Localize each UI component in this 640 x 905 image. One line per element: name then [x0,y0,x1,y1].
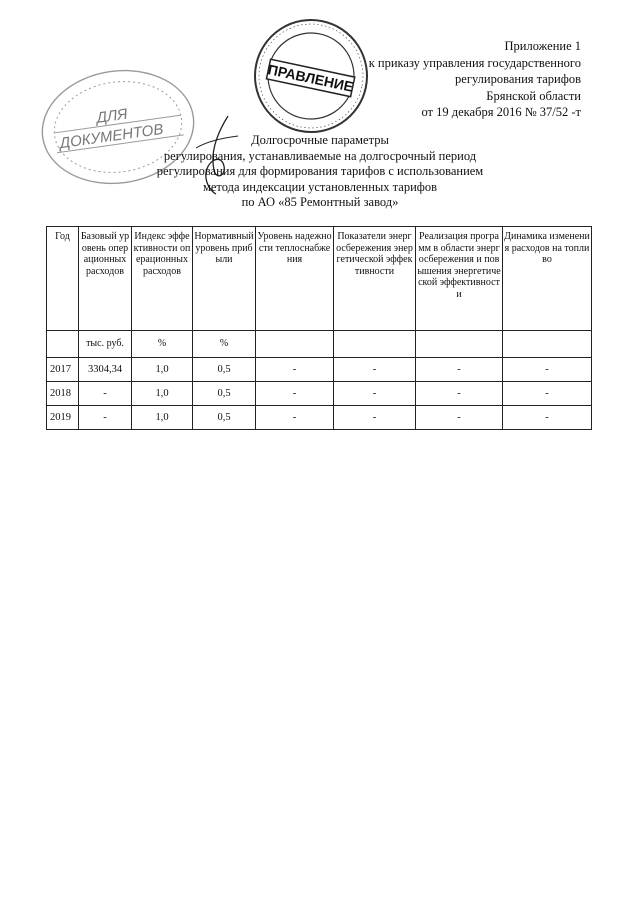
table-cell: - [416,406,503,430]
unit-cell [256,331,334,358]
unit-cell: % [193,331,256,358]
table-cell: 3304,34 [79,358,132,382]
table-cell: - [79,406,132,430]
table-cell: 2017 [47,358,79,382]
unit-cell: % [132,331,193,358]
table-cell: 0,5 [193,358,256,382]
table-cell: - [334,358,416,382]
header-profit-level: Нормативный уровень прибыли [193,227,256,331]
svg-text:ДОКУМЕНТОВ: ДОКУМЕНТОВ [58,120,165,153]
unit-cell: тыс. руб. [79,331,132,358]
table-cell: - [503,358,592,382]
table-cell: - [416,358,503,382]
header-energy-saving: Показатели энергосбережения энергетической эффективности [334,227,416,331]
svg-text:ДЛЯ: ДЛЯ [95,105,129,127]
table-row [47,406,592,430]
unit-cell [47,331,79,358]
table-cell: - [503,406,592,430]
appendix-line-5: от 19 декабря 2016 № 37/52 -т [421,105,581,119]
appendix-line-2: к приказу управления государственного [368,55,581,70]
table-cell: 0,5 [193,382,256,406]
table-units-row [47,331,592,358]
table-cell: - [256,382,334,406]
table-cell: - [334,406,416,430]
title-line-5: по АО «85 Ремонтный завод» [241,195,399,210]
table-row [47,382,592,406]
table-cell: - [256,406,334,430]
header-base-opex: Базовый уровень операционных расходов [79,227,132,331]
table-cell: - [416,382,503,406]
table-cell: 1,0 [132,358,193,382]
svg-text:ПРАВЛЕНИЕ: ПРАВЛЕНИЕ [266,61,355,95]
appendix-header [281,38,581,121]
appendix-line-4: Брянской области [486,88,581,103]
table-cell: 2018 [47,382,79,406]
table-cell: 0,5 [193,406,256,430]
appendix-line-1: Приложение 1 [504,39,581,53]
table-row [47,358,592,382]
header-year: Год [47,227,79,331]
table-header-row [47,227,592,331]
table-cell: - [256,358,334,382]
document-title [110,133,530,211]
header-reliability: Уровень надежности теплоснабжения [256,227,334,331]
title-line-4: метода индексации установленных тарифов [202,179,438,194]
appendix-line-3: регулирования тарифов [455,72,581,86]
title-line-3: регулирования для формирования тарифов с использованием [156,164,484,179]
table-cell: 1,0 [132,406,193,430]
table-cell: - [79,382,132,406]
table-cell: 1,0 [132,382,193,406]
header-fuel-dynamics: Динамика изменения расходов на топливо [503,227,592,331]
table-cell: 2019 [47,406,79,430]
header-efficiency-index: Индекс эффективности операционных расходов [132,227,193,331]
table-cell: - [503,382,592,406]
unit-cell [416,331,503,358]
title-line-2: регулирования, устанавливаемые на долгосрочный период [163,148,477,163]
unit-cell [334,331,416,358]
title-line-1: Долгосрочные параметры [251,133,389,147]
table-cell: - [334,382,416,406]
header-programs: Реализация программ в области энергосбережения и повышения энергетической эффективности [416,227,503,331]
parameters-table [46,226,592,430]
unit-cell [503,331,592,358]
